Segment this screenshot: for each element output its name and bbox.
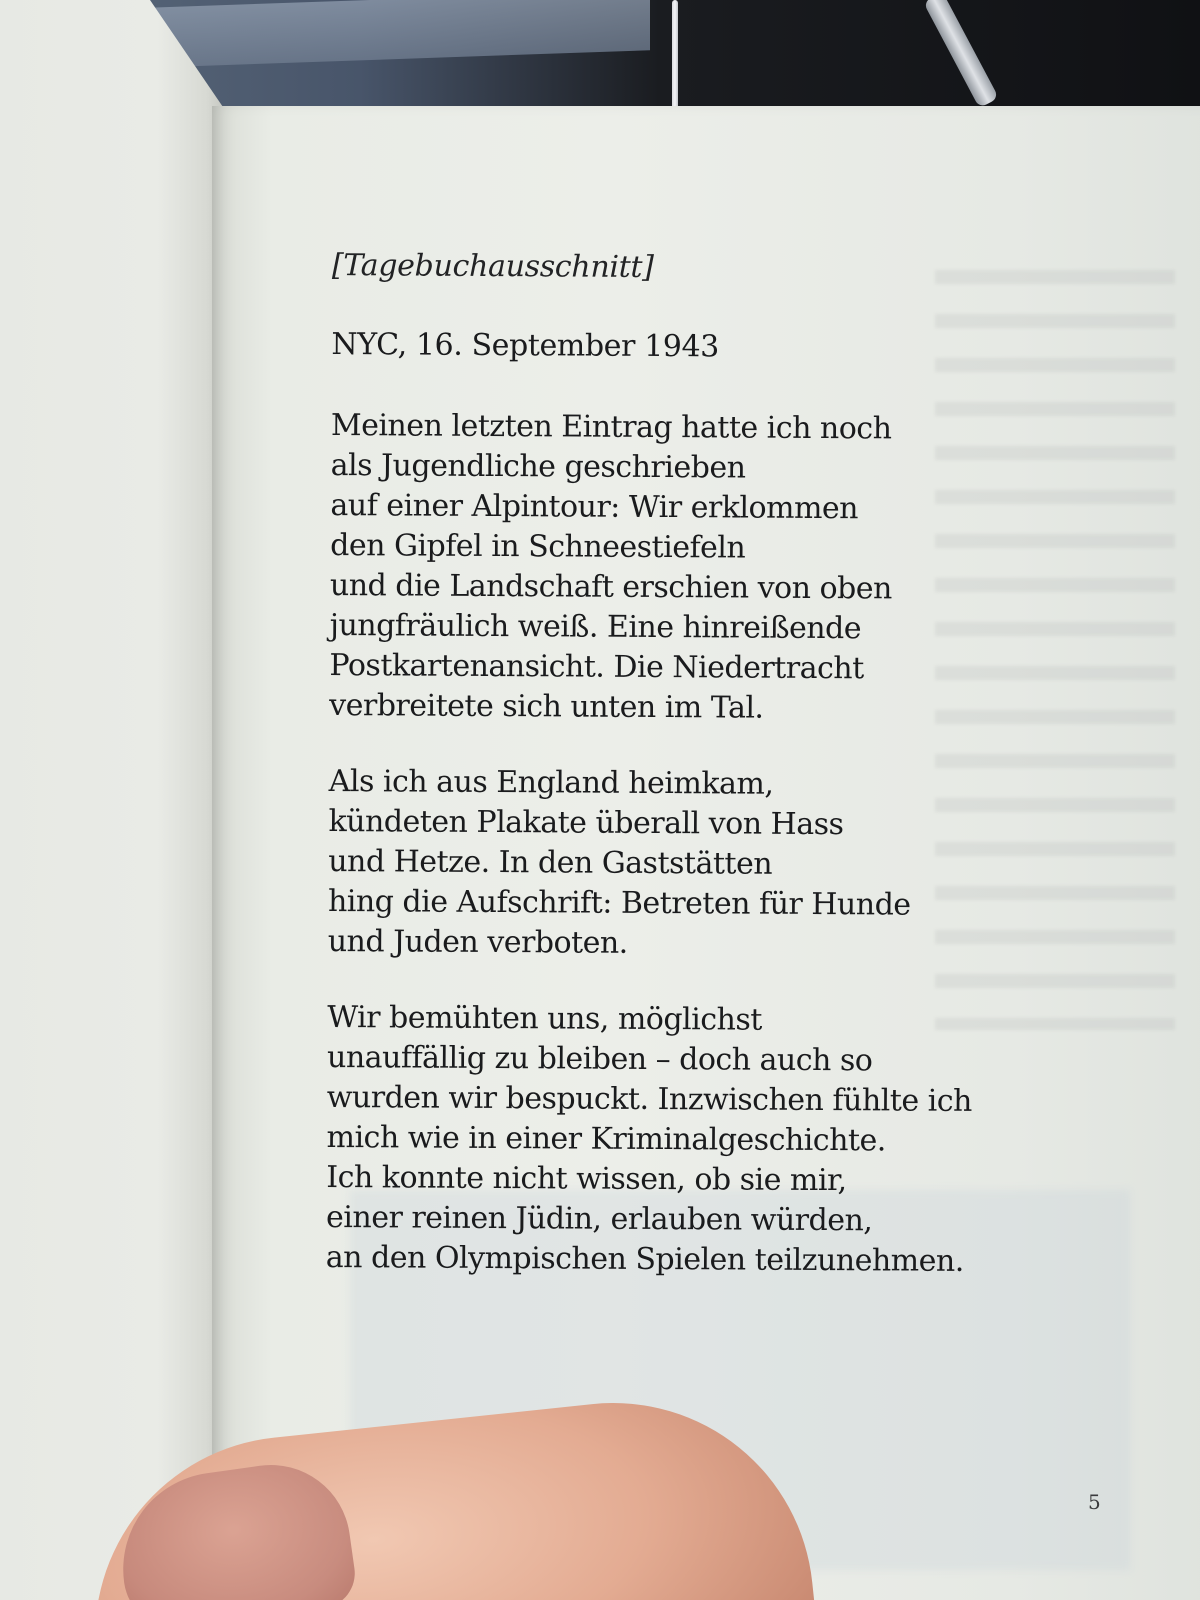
poem-line: verbreitete sich unten im Tal. <box>329 687 764 726</box>
poem-line: und Hetze. In den Gaststätten <box>328 843 773 882</box>
date-line: NYC, 16. September 1943 <box>331 326 719 365</box>
poem-line: Ich konnte nicht wissen, ob sie mir, <box>326 1159 847 1199</box>
poem-line: Wir bemühten uns, möglichst <box>327 999 762 1038</box>
poem-line: jungfräulich weiß. Eine hinreißende <box>329 607 862 647</box>
poem-line: auf einer Alpintour: Wir erklommen <box>330 487 859 527</box>
page-number: 5 <box>1088 1490 1101 1514</box>
poem-line: hing die Aufschrift: Betreten für Hunde <box>327 883 911 923</box>
poem-line: als Jugendliche geschrieben <box>330 447 746 486</box>
left-page <box>0 0 225 1600</box>
stanza-2 <box>328 762 1049 966</box>
poem-line: Postkartenansicht. Die Niedertracht <box>329 647 864 687</box>
poem-line: den Gipfel in Schneestiefeln <box>330 527 746 566</box>
poem-line: Als ich aus England heimkam, <box>328 763 774 802</box>
stanza-3 <box>326 998 1048 1282</box>
poem-text <box>325 248 1051 1318</box>
section-heading: [Tagebuchausschnitt] <box>331 248 654 285</box>
stanza-1 <box>329 406 1051 730</box>
poem-line: unauffällig zu bleiben – doch auch so <box>326 1039 873 1079</box>
poem-line: kündeten Plakate überall von Hass <box>328 803 844 843</box>
poem-line: wurden wir bespuckt. Inzwischen fühlte ich <box>326 1079 972 1119</box>
poem-line: mich wie in einer Kriminalgeschichte. <box>326 1119 886 1159</box>
poem-line: an den Olympischen Spielen teilzunehmen. <box>325 1239 964 1279</box>
cable <box>672 0 678 120</box>
poem-line: einer reinen Jüdin, erlauben würden, <box>325 1199 873 1239</box>
poem-line: Meinen letzten Eintrag hatte ich noch <box>330 407 892 447</box>
poem-line: und die Landschaft erschien von oben <box>329 567 892 607</box>
poem-line: und Juden verboten. <box>327 923 628 961</box>
